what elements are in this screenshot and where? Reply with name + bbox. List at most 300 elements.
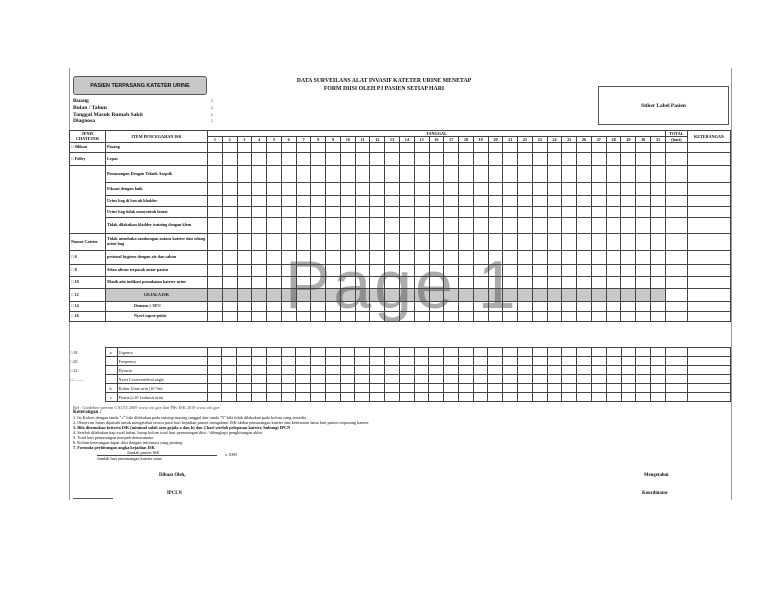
checkbox-cell[interactable]	[208, 302, 223, 312]
checkbox-cell[interactable]	[281, 357, 296, 366]
checkbox-cell[interactable]	[385, 357, 400, 366]
checkbox-cell[interactable]	[650, 302, 665, 312]
checkbox-cell[interactable]	[355, 375, 370, 384]
checkbox-cell[interactable]	[429, 207, 444, 218]
checkbox-cell[interactable]	[429, 277, 444, 289]
checkbox-cell[interactable]	[237, 166, 252, 183]
checkbox-cell[interactable]	[385, 277, 400, 289]
checkbox-cell[interactable]	[532, 393, 547, 402]
row-total-cell[interactable]	[665, 196, 687, 207]
checkbox-cell[interactable]	[606, 302, 621, 312]
checkbox-cell[interactable]	[370, 348, 385, 357]
checkbox-cell[interactable]	[296, 366, 311, 375]
checkbox-cell[interactable]	[606, 289, 621, 302]
checkbox-cell[interactable]	[281, 277, 296, 289]
checkbox-cell[interactable]	[370, 366, 385, 375]
checkbox-cell[interactable]	[296, 384, 311, 393]
checkbox-cell[interactable]	[370, 234, 385, 251]
checkbox-cell[interactable]	[222, 393, 237, 402]
checkbox-cell[interactable]	[414, 312, 429, 322]
checkbox-cell[interactable]	[311, 375, 326, 384]
checkbox-cell[interactable]	[518, 251, 533, 265]
checkbox-cell[interactable]	[311, 183, 326, 196]
checkbox-cell[interactable]	[458, 375, 473, 384]
checkbox-cell[interactable]	[267, 234, 282, 251]
checkbox-cell[interactable]	[532, 366, 547, 375]
checkbox-cell[interactable]	[547, 357, 562, 366]
checkbox-cell[interactable]	[399, 375, 414, 384]
checkbox-cell[interactable]	[459, 312, 474, 322]
checkbox-cell[interactable]	[429, 366, 444, 375]
checkbox-cell[interactable]	[577, 166, 592, 183]
checkbox-cell[interactable]	[636, 348, 651, 357]
checkbox-cell[interactable]	[237, 265, 252, 277]
checkbox-cell[interactable]	[252, 312, 267, 322]
checkbox-cell[interactable]	[429, 289, 444, 302]
checkbox-cell[interactable]	[518, 289, 533, 302]
checkbox-cell[interactable]	[503, 302, 518, 312]
checkbox-cell[interactable]	[281, 312, 296, 322]
checkbox-cell[interactable]	[518, 312, 533, 322]
row-total-cell[interactable]	[665, 289, 687, 302]
checkbox-cell[interactable]	[473, 384, 488, 393]
checkbox-cell[interactable]	[621, 143, 636, 153]
checkbox-cell[interactable]	[621, 366, 636, 375]
checkbox-cell[interactable]	[532, 277, 547, 289]
checkbox-cell[interactable]	[621, 348, 636, 357]
row-keterangan-cell[interactable]	[687, 196, 730, 207]
checkbox-cell[interactable]	[577, 348, 592, 357]
checkbox-cell[interactable]	[340, 143, 355, 153]
checkbox-cell[interactable]	[340, 348, 355, 357]
checkbox-cell[interactable]	[591, 153, 606, 166]
checkbox-cell[interactable]	[459, 234, 474, 251]
checkbox-cell[interactable]	[444, 183, 459, 196]
checkbox-cell[interactable]	[562, 384, 577, 393]
checkbox-cell[interactable]	[237, 218, 252, 234]
checkbox-cell[interactable]	[281, 196, 296, 207]
checkbox-cell[interactable]	[237, 153, 252, 166]
checkbox-cell[interactable]	[429, 218, 444, 234]
checkbox-cell[interactable]	[326, 183, 341, 196]
checkbox-cell[interactable]	[488, 207, 503, 218]
checkbox-cell[interactable]	[636, 289, 651, 302]
checkbox-cell[interactable]	[208, 153, 223, 166]
checkbox-cell[interactable]	[636, 384, 651, 393]
checkbox-cell[interactable]	[577, 218, 592, 234]
checkbox-cell[interactable]	[399, 348, 414, 357]
checkbox-cell[interactable]	[473, 183, 488, 196]
checkbox-cell[interactable]	[503, 375, 518, 384]
checkbox-cell[interactable]	[473, 143, 488, 153]
checkbox-cell[interactable]	[399, 312, 414, 322]
checkbox-cell[interactable]	[311, 207, 326, 218]
checkbox-cell[interactable]	[621, 196, 636, 207]
checkbox-cell[interactable]	[488, 234, 503, 251]
checkbox-cell[interactable]	[399, 366, 414, 375]
checkbox-cell[interactable]	[429, 375, 444, 384]
checkbox-cell[interactable]	[355, 357, 370, 366]
checkbox-cell[interactable]	[591, 312, 606, 322]
checkbox-cell[interactable]	[577, 207, 592, 218]
checkbox-cell[interactable]	[281, 366, 296, 375]
checkbox-cell[interactable]	[296, 218, 311, 234]
checkbox-cell[interactable]	[267, 143, 282, 153]
checkbox-cell[interactable]	[237, 302, 252, 312]
checkbox-cell[interactable]	[296, 251, 311, 265]
checkbox-cell[interactable]	[518, 218, 533, 234]
checkbox-cell[interactable]	[340, 384, 355, 393]
checkbox-cell[interactable]	[311, 289, 326, 302]
row-total-cell[interactable]	[665, 166, 687, 183]
checkbox-cell[interactable]	[370, 312, 385, 322]
checkbox-cell[interactable]	[473, 153, 488, 166]
checkbox-cell[interactable]	[325, 357, 340, 366]
checkbox-cell[interactable]	[370, 375, 385, 384]
checkbox-cell[interactable]	[577, 277, 592, 289]
checkbox-cell[interactable]	[562, 302, 577, 312]
row-total-cell[interactable]	[665, 312, 687, 322]
checkbox-cell[interactable]	[532, 348, 547, 357]
checkbox-cell[interactable]	[621, 312, 636, 322]
row-keterangan-cell[interactable]	[687, 207, 730, 218]
checkbox-cell[interactable]	[340, 375, 355, 384]
checkbox-cell[interactable]	[311, 166, 326, 183]
checkbox-cell[interactable]	[503, 357, 518, 366]
row-keterangan-cell[interactable]	[687, 153, 730, 166]
checkbox-cell[interactable]	[651, 384, 666, 393]
row-keterangan-cell[interactable]	[687, 251, 730, 265]
checkbox-cell[interactable]	[222, 312, 237, 322]
checkbox-cell[interactable]	[547, 265, 562, 277]
checkbox-cell[interactable]	[370, 393, 385, 402]
checkbox-cell[interactable]	[355, 312, 370, 322]
checkbox-cell[interactable]	[370, 183, 385, 196]
checkbox-cell[interactable]	[252, 234, 267, 251]
checkbox-cell[interactable]	[326, 289, 341, 302]
checkbox-cell[interactable]	[399, 183, 414, 196]
checkbox-cell[interactable]	[399, 357, 414, 366]
checkbox-cell[interactable]	[651, 393, 666, 402]
checkbox-cell[interactable]	[281, 153, 296, 166]
checkbox-cell[interactable]	[340, 277, 355, 289]
checkbox-cell[interactable]	[621, 384, 636, 393]
checkbox-cell[interactable]	[399, 218, 414, 234]
checkbox-cell[interactable]	[281, 393, 296, 402]
checkbox-cell[interactable]	[296, 302, 311, 312]
checkbox-cell[interactable]	[237, 143, 252, 153]
checkbox-cell[interactable]	[222, 207, 237, 218]
checkbox-cell[interactable]	[650, 289, 665, 302]
checkbox-cell[interactable]	[340, 196, 355, 207]
checkbox-cell[interactable]	[488, 277, 503, 289]
checkbox-cell[interactable]	[340, 393, 355, 402]
checkbox-cell[interactable]	[340, 183, 355, 196]
checkbox-cell[interactable]	[326, 153, 341, 166]
checkbox-cell[interactable]	[222, 357, 237, 366]
checkbox-cell[interactable]	[237, 234, 252, 251]
checkbox-cell[interactable]	[208, 143, 223, 153]
checkbox-cell[interactable]	[399, 393, 414, 402]
checkbox-cell[interactable]	[414, 166, 429, 183]
checkbox-cell[interactable]	[340, 357, 355, 366]
checkbox-cell[interactable]	[650, 312, 665, 322]
checkbox-cell[interactable]	[591, 277, 606, 289]
checkbox-cell[interactable]	[385, 302, 400, 312]
checkbox-cell[interactable]	[473, 166, 488, 183]
checkbox-cell[interactable]	[488, 196, 503, 207]
checkbox-cell[interactable]	[532, 375, 547, 384]
checkbox-cell[interactable]	[340, 289, 355, 302]
checkbox-cell[interactable]	[444, 196, 459, 207]
checkbox-cell[interactable]	[281, 289, 296, 302]
checkbox-cell[interactable]	[414, 302, 429, 312]
checkbox-cell[interactable]	[488, 153, 503, 166]
checkbox-cell[interactable]	[311, 302, 326, 312]
checkbox-cell[interactable]	[458, 366, 473, 375]
checkbox-cell[interactable]	[636, 251, 651, 265]
checkbox-cell[interactable]	[503, 393, 518, 402]
checkbox-cell[interactable]	[606, 207, 621, 218]
checkbox-cell[interactable]	[311, 265, 326, 277]
checkbox-cell[interactable]	[636, 265, 651, 277]
checkbox-cell[interactable]	[281, 384, 296, 393]
checkbox-cell[interactable]	[429, 384, 444, 393]
checkbox-cell[interactable]	[518, 183, 533, 196]
checkbox-cell[interactable]	[296, 183, 311, 196]
checkbox-cell[interactable]	[532, 251, 547, 265]
checkbox-cell[interactable]	[503, 277, 518, 289]
checkbox-cell[interactable]	[222, 153, 237, 166]
checkbox-cell[interactable]	[444, 302, 459, 312]
checkbox-cell[interactable]	[355, 384, 370, 393]
checkbox-cell[interactable]	[503, 366, 518, 375]
checkbox-cell[interactable]	[385, 375, 400, 384]
checkbox-cell[interactable]	[281, 218, 296, 234]
checkbox-cell[interactable]	[267, 196, 282, 207]
checkbox-cell[interactable]	[518, 196, 533, 207]
checkbox-cell[interactable]	[577, 196, 592, 207]
checkbox-cell[interactable]	[518, 366, 533, 375]
checkbox-cell[interactable]	[251, 384, 266, 393]
checkbox-cell[interactable]	[518, 166, 533, 183]
row-keterangan-cell[interactable]	[687, 289, 730, 302]
checkbox-cell[interactable]	[606, 218, 621, 234]
checkbox-cell[interactable]	[252, 277, 267, 289]
checkbox-cell[interactable]	[562, 143, 577, 153]
checkbox-cell[interactable]	[591, 375, 606, 384]
checkbox-cell[interactable]	[222, 234, 237, 251]
checkbox-cell[interactable]	[414, 207, 429, 218]
checkbox-cell[interactable]	[267, 289, 282, 302]
checkbox-cell[interactable]	[606, 393, 621, 402]
checkbox-cell[interactable]	[281, 302, 296, 312]
checkbox-cell[interactable]	[355, 153, 370, 166]
checkbox-cell[interactable]	[385, 166, 400, 183]
checkbox-cell[interactable]	[444, 348, 459, 357]
checkbox-cell[interactable]	[237, 196, 252, 207]
checkbox-cell[interactable]	[355, 302, 370, 312]
checkbox-cell[interactable]	[636, 357, 651, 366]
checkbox-cell[interactable]	[577, 366, 592, 375]
checkbox-cell[interactable]	[325, 393, 340, 402]
checkbox-cell[interactable]	[606, 196, 621, 207]
checkbox-cell[interactable]	[429, 393, 444, 402]
checkbox-cell[interactable]	[252, 302, 267, 312]
checkbox-cell[interactable]	[296, 375, 311, 384]
checkbox-cell[interactable]	[532, 384, 547, 393]
checkbox-cell[interactable]	[636, 312, 651, 322]
checkbox-cell[interactable]	[208, 183, 223, 196]
row-total-cell[interactable]	[665, 183, 687, 196]
checkbox-cell[interactable]	[606, 357, 621, 366]
checkbox-cell[interactable]	[636, 277, 651, 289]
checkbox-cell[interactable]	[266, 375, 281, 384]
checkbox-cell[interactable]	[606, 366, 621, 375]
checkbox-cell[interactable]	[650, 265, 665, 277]
checkbox-cell[interactable]	[355, 277, 370, 289]
checkbox-cell[interactable]	[266, 357, 281, 366]
checkbox-cell[interactable]	[591, 196, 606, 207]
row-total-cell[interactable]	[665, 218, 687, 234]
checkbox-cell[interactable]	[459, 166, 474, 183]
checkbox-cell[interactable]	[621, 277, 636, 289]
checkbox-cell[interactable]	[547, 302, 562, 312]
checkbox-cell[interactable]	[591, 384, 606, 393]
checkbox-cell[interactable]	[458, 357, 473, 366]
checkbox-cell[interactable]	[650, 183, 665, 196]
checkbox-cell[interactable]	[518, 375, 533, 384]
row-total-cell[interactable]	[665, 384, 687, 393]
checkbox-cell[interactable]	[399, 234, 414, 251]
row-total-cell[interactable]	[665, 234, 687, 251]
checkbox-cell[interactable]	[518, 207, 533, 218]
checkbox-cell[interactable]	[370, 302, 385, 312]
checkbox-cell[interactable]	[252, 183, 267, 196]
checkbox-cell[interactable]	[429, 302, 444, 312]
row-keterangan-cell[interactable]	[687, 302, 730, 312]
checkbox-cell[interactable]	[547, 375, 562, 384]
checkbox-cell[interactable]	[591, 143, 606, 153]
checkbox-cell[interactable]	[222, 183, 237, 196]
checkbox-cell[interactable]	[547, 393, 562, 402]
checkbox-cell[interactable]	[399, 166, 414, 183]
checkbox-cell[interactable]	[621, 393, 636, 402]
checkbox-cell[interactable]	[591, 366, 606, 375]
checkbox-cell[interactable]	[621, 265, 636, 277]
checkbox-cell[interactable]	[547, 153, 562, 166]
checkbox-cell[interactable]	[532, 218, 547, 234]
checkbox-cell[interactable]	[370, 289, 385, 302]
checkbox-cell[interactable]	[591, 251, 606, 265]
checkbox-cell[interactable]	[636, 183, 651, 196]
checkbox-cell[interactable]	[577, 234, 592, 251]
checkbox-cell[interactable]	[473, 289, 488, 302]
checkbox-cell[interactable]	[399, 153, 414, 166]
checkbox-cell[interactable]	[251, 366, 266, 375]
checkbox-cell[interactable]	[488, 265, 503, 277]
checkbox-cell[interactable]	[222, 302, 237, 312]
checkbox-cell[interactable]	[429, 166, 444, 183]
checkbox-cell[interactable]	[326, 166, 341, 183]
checkbox-cell[interactable]	[459, 218, 474, 234]
checkbox-cell[interactable]	[281, 265, 296, 277]
checkbox-cell[interactable]	[267, 153, 282, 166]
checkbox-cell[interactable]	[414, 234, 429, 251]
checkbox-cell[interactable]	[503, 207, 518, 218]
checkbox-cell[interactable]	[429, 265, 444, 277]
checkbox-cell[interactable]	[547, 234, 562, 251]
checkbox-cell[interactable]	[414, 366, 429, 375]
checkbox-cell[interactable]	[532, 312, 547, 322]
checkbox-cell[interactable]	[562, 218, 577, 234]
checkbox-cell[interactable]	[399, 265, 414, 277]
checkbox-cell[interactable]	[503, 218, 518, 234]
checkbox-cell[interactable]	[385, 348, 400, 357]
checkbox-cell[interactable]	[606, 166, 621, 183]
checkbox-cell[interactable]	[488, 289, 503, 302]
checkbox-cell[interactable]	[296, 393, 311, 402]
checkbox-cell[interactable]	[503, 153, 518, 166]
checkbox-cell[interactable]	[532, 234, 547, 251]
checkbox-cell[interactable]	[399, 384, 414, 393]
checkbox-cell[interactable]	[222, 265, 237, 277]
row-keterangan-cell[interactable]	[687, 218, 730, 234]
checkbox-cell[interactable]	[547, 166, 562, 183]
checkbox-cell[interactable]	[296, 234, 311, 251]
checkbox-cell[interactable]	[532, 143, 547, 153]
checkbox-cell[interactable]	[208, 218, 223, 234]
row-keterangan-cell[interactable]	[687, 183, 730, 196]
checkbox-cell[interactable]	[208, 312, 223, 322]
checkbox-cell[interactable]	[650, 143, 665, 153]
checkbox-cell[interactable]	[636, 196, 651, 207]
checkbox-cell[interactable]	[325, 366, 340, 375]
checkbox-cell[interactable]	[414, 183, 429, 196]
row-total-cell[interactable]	[665, 143, 687, 153]
checkbox-cell[interactable]	[518, 153, 533, 166]
checkbox-cell[interactable]	[222, 218, 237, 234]
checkbox-cell[interactable]	[399, 289, 414, 302]
checkbox-cell[interactable]	[296, 166, 311, 183]
checkbox-cell[interactable]	[651, 375, 666, 384]
checkbox-cell[interactable]	[591, 234, 606, 251]
checkbox-cell[interactable]	[621, 218, 636, 234]
checkbox-cell[interactable]	[518, 302, 533, 312]
checkbox-cell[interactable]	[473, 251, 488, 265]
checkbox-cell[interactable]	[503, 234, 518, 251]
checkbox-cell[interactable]	[370, 357, 385, 366]
checkbox-cell[interactable]	[208, 251, 223, 265]
checkbox-cell[interactable]	[208, 166, 223, 183]
checkbox-cell[interactable]	[399, 207, 414, 218]
checkbox-cell[interactable]	[606, 265, 621, 277]
checkbox-cell[interactable]	[385, 153, 400, 166]
checkbox-cell[interactable]	[606, 348, 621, 357]
row-total-cell[interactable]	[665, 277, 687, 289]
checkbox-cell[interactable]	[340, 302, 355, 312]
checkbox-cell[interactable]	[311, 218, 326, 234]
checkbox-cell[interactable]	[222, 366, 237, 375]
checkbox-cell[interactable]	[222, 375, 237, 384]
checkbox-cell[interactable]	[251, 375, 266, 384]
checkbox-cell[interactable]	[267, 265, 282, 277]
checkbox-cell[interactable]	[473, 393, 488, 402]
checkbox-cell[interactable]	[207, 348, 222, 357]
row-total-cell[interactable]	[665, 302, 687, 312]
checkbox-cell[interactable]	[311, 384, 326, 393]
checkbox-cell[interactable]	[444, 366, 459, 375]
